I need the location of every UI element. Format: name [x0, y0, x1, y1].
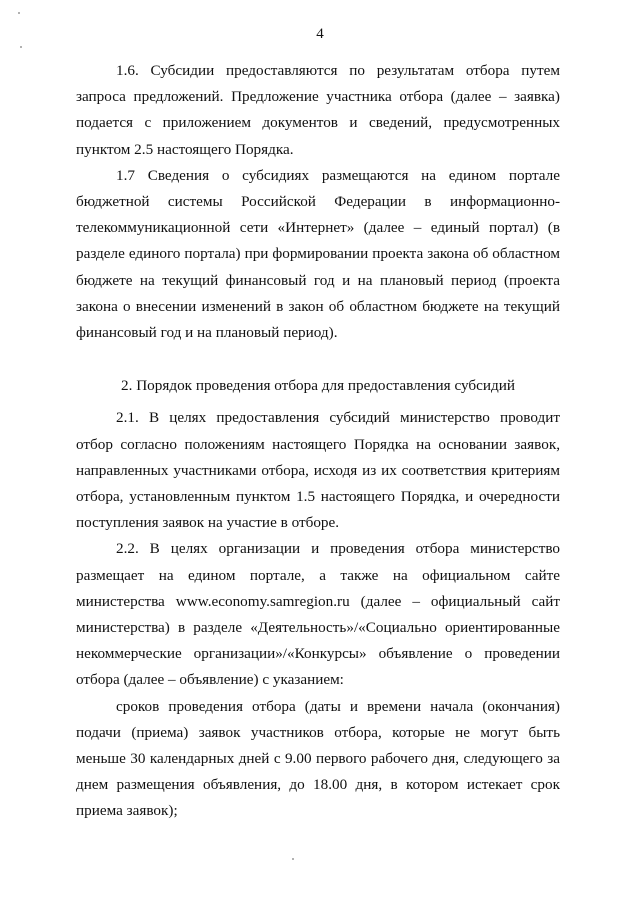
paragraph-2-2: 2.2. В целях организации и проведения отбора министерство размещает на едином портале, а также на официальном сайте министерства www.economy.samregion.ru (далее – официальный сайт министерства) в разделе «Деятельность»/«Социально ориентированные некоммерческие организации»/«Конкурсы» объявление о проведении отбора (далее – объявление) с указанием: — [76, 540, 560, 689]
section-heading-2: 2. Порядок проведения отбора для предоставления субсидий — [121, 377, 515, 395]
document-body — [76, 58, 560, 825]
paragraph-2-2-terms: сроков проведения отбора (даты и времени начала (окончания) подачи (приема) заявок участников отбора, которые не могут быть меньше 30 календарных дней с 9.00 первого рабочего дня, следующего за днем размещения объявления, до 18.00 дня, в котором истекает срок приема заявок); — [76, 697, 560, 820]
paragraph-1-6: 1.6. Субсидии предоставляются по результатам отбора путем запроса предложений. Предложение участника отбора (далее – заявка) подается с приложением документов и сведений, предусмотренных пунктом 2.5 настоящего Порядка. — [76, 62, 560, 158]
scan-speck — [18, 12, 20, 14]
page-number: 4 — [316, 26, 324, 42]
paragraph-2-1: 2.1. В целях предоставления субсидий министерство проводит отбор согласно положениям настоящего Порядка на основании заявок, направленных участниками отбора, исходя из их соответствия критериям отбора, установленным пунктом 1.5 настоящего Порядка, и очередности поступления заявок на участие в отборе. — [76, 409, 560, 532]
scan-speck — [20, 46, 22, 48]
paragraph-1-7: 1.7 Сведения о субсидиях размещаются на едином портале бюджетной системы Российской Федерации в информационно-телекоммуникационной сети «Интернет» (далее – единый портал) (в разделе единого портала) при формировании проекта закона об областном бюджете на текущий финансовый год и на плановый период (проекта закона о внесении изменений в закон об областном бюджете на текущий финансовый год и на плановый период). — [76, 166, 560, 342]
scan-speck — [292, 858, 294, 860]
